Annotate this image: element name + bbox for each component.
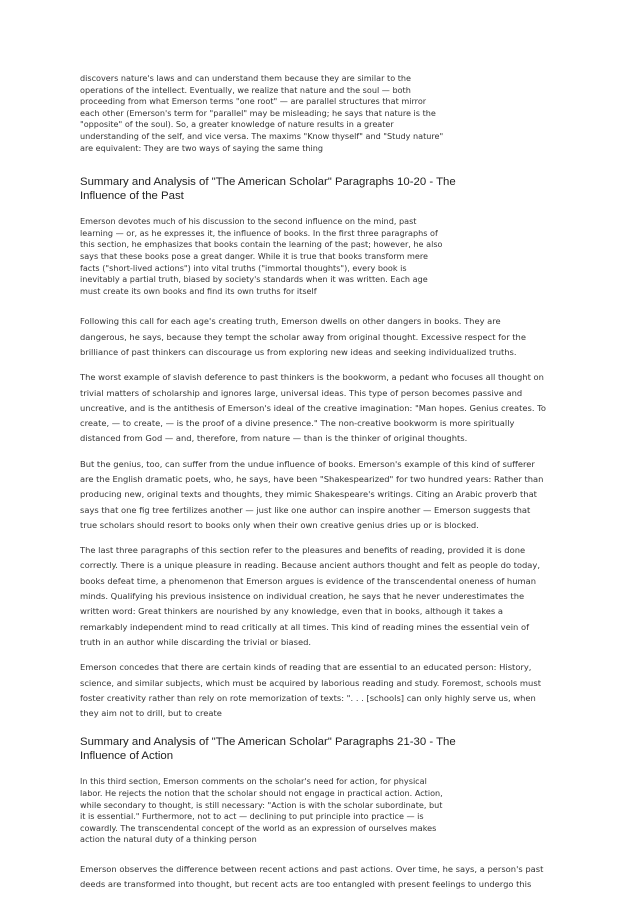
text-line: correctly. There is a unique pleasure in reading. Because ancient authors thought and felt as people do today, <box>80 560 540 571</box>
section-heading-action <box>80 735 578 763</box>
paragraph-scholar-action <box>80 776 578 846</box>
text-line: they aim not to drill, but to create <box>80 708 222 719</box>
text-line: each other (Emerson's term for "parallel" may be misleading; he says that nature is the <box>80 107 436 118</box>
text-line: are the English dramatic poets, who, he says, have been "Shakespearized" for two hundred years: Rather than <box>80 473 544 484</box>
section-heading-past <box>80 175 578 203</box>
text-line: Following this call for each age's creating truth, Emerson dwells on other dangers in books. They are <box>80 316 501 327</box>
text-line: Emerson observes the difference between recent actions and past actions. Over time, he says, a person's past <box>80 864 544 874</box>
text-line: science, and similar subjects, which must be acquired by laborious reading and study. Foremost, schools must <box>80 677 541 688</box>
text-line: says that one fig tree fertilizes another — just like one author can inspire another — Emerson suggests that <box>80 504 531 515</box>
text-line: while secondary to thought, is still necessary: "Action is with the scholar subordinate, but <box>80 799 443 810</box>
text-line: discovers nature's laws and can understand them because they are similar to the <box>80 73 412 83</box>
paragraph-nature-soul <box>80 73 578 154</box>
text-line: brilliance of past thinkers can discourage us from exploring new ideas and seeking individualized truths. <box>80 346 517 357</box>
paragraph-past-learning <box>80 216 578 297</box>
text-line: Emerson concedes that there are certain kinds of reading that are essential to an educated person: History, <box>80 662 532 673</box>
text-line: understanding of the self, and vice versa. The maxims "Know thyself" and "Study nature" <box>80 130 444 141</box>
text-line: facts ("short-lived actions") into vital truths ("immortal thoughts"), every book is <box>80 262 407 273</box>
text-line: create, — to create, — is the proof of a divine presence." The non-creative bookworm is more spiritually <box>80 418 515 429</box>
text-line: books defeat time, a phenomenon that Emerson argues is evidence of the transcendental oneness of human <box>80 575 537 586</box>
text-line: In this third section, Emerson comments on the scholar's need for action, for physical <box>80 776 427 787</box>
paragraph-pleasures-of-reading <box>80 543 578 650</box>
text-line: says that these books pose a great danger. While it is true that books transform mere <box>80 250 428 261</box>
text-line: learning — or, as he expresses it, the influence of books. In the first three paragraphs of <box>80 227 438 238</box>
text-line: cowardly. The transcendental concept of the world as an expression of ourselves makes <box>80 822 437 833</box>
text-line: inevitably a partial truth, biased by society's standards when it was written. Each age <box>80 274 428 285</box>
text-line: this section, he emphasizes that books contain the learning of the past; however, he also <box>80 239 443 250</box>
text-line: are equivalent: They are two ways of saying the same thing <box>80 142 324 153</box>
text-line: labor. He rejects the notion that the scholar should not engage in practical action. Action, <box>80 788 443 799</box>
text-line: But the genius, too, can suffer from the undue influence of books. Emerson's example of this kind of sufferer <box>80 458 535 469</box>
paragraph-dangers-in-books <box>80 314 578 360</box>
heading-line: Summary and Analysis of "The American Scholar" Paragraphs 10-20 - The <box>80 176 456 189</box>
text-line: foster creativity rather than rely on rote memorization of texts: ". . . [schools] can only highly serve us, when <box>80 692 536 703</box>
text-line: operations of the intellect. Eventually, we realize that nature and the soul — both <box>80 84 411 95</box>
text-line: producing new, original texts and thoughts, they mimic Shakespeare's writings. Citing an Arabic proverb that <box>80 489 537 500</box>
text-line: truth in an author while discarding the trivial or biased. <box>80 636 312 647</box>
text-line: The last three paragraphs of this section refer to the pleasures and benefits of reading, provided it is done <box>80 545 526 556</box>
text-line: action the natural duty of a thinking person <box>80 834 257 845</box>
text-line: dangerous, he says, because they tempt the scholar away from original thought. Excessive respect for the <box>80 331 526 342</box>
heading-line: Influence of the Past <box>80 190 184 203</box>
text-line: "opposite" of the soul). So, a greater knowledge of nature results in a greater <box>80 119 394 130</box>
text-line: The worst example of slavish deference to past thinkers is the bookworm, a pedant who focuses all thought on <box>80 372 544 383</box>
heading-line: Summary and Analysis of "The American Scholar" Paragraphs 21-30 - The <box>80 736 456 749</box>
paragraph-essential-reading <box>80 660 578 721</box>
paragraph-bookworm <box>80 370 578 446</box>
text-line: proceeding from what Emerson terms "one root" — are parallel structures that mirror <box>80 96 427 107</box>
text-line: remarkably independent mind to read critically at all times. This kind of reading mines the essential vein of <box>80 621 530 632</box>
text-line: minds. Qualifying his previous insistence on individual creation, he says that he never underestimates the <box>80 591 525 602</box>
text-line: true scholars should resort to books only when their own creative genius dries up or is blocked. <box>80 519 479 530</box>
text-line: deeds are transformed into thought, but recent acts are too entangled with present feelings to undergo this <box>80 879 532 890</box>
text-line: it is essential." Furthermore, not to act — declining to put principle into practice — is <box>80 811 424 822</box>
text-line: written word: Great thinkers are nourished by any knowledge, even that in books, although it takes a <box>80 606 504 617</box>
text-line: trivial matters of scholarship and ignores large, universal ideas. This type of person becomes passive and <box>80 387 523 398</box>
paragraph-genius <box>80 457 578 533</box>
text-line: must create its own books and find its own truths for itself <box>80 285 317 296</box>
text-line: uncreative, and is the antithesis of Emerson's ideal of the creative imagination: "Man hopes. Genius creates. To <box>80 402 546 413</box>
text-line: distanced from God — and, therefore, from nature — than is the thinker of original thoughts. <box>80 433 468 444</box>
paragraph-recent-actions <box>80 862 578 893</box>
text-line: Emerson devotes much of his discussion to the second influence on the mind, past <box>80 216 417 227</box>
heading-line: Influence of Action <box>80 750 174 763</box>
